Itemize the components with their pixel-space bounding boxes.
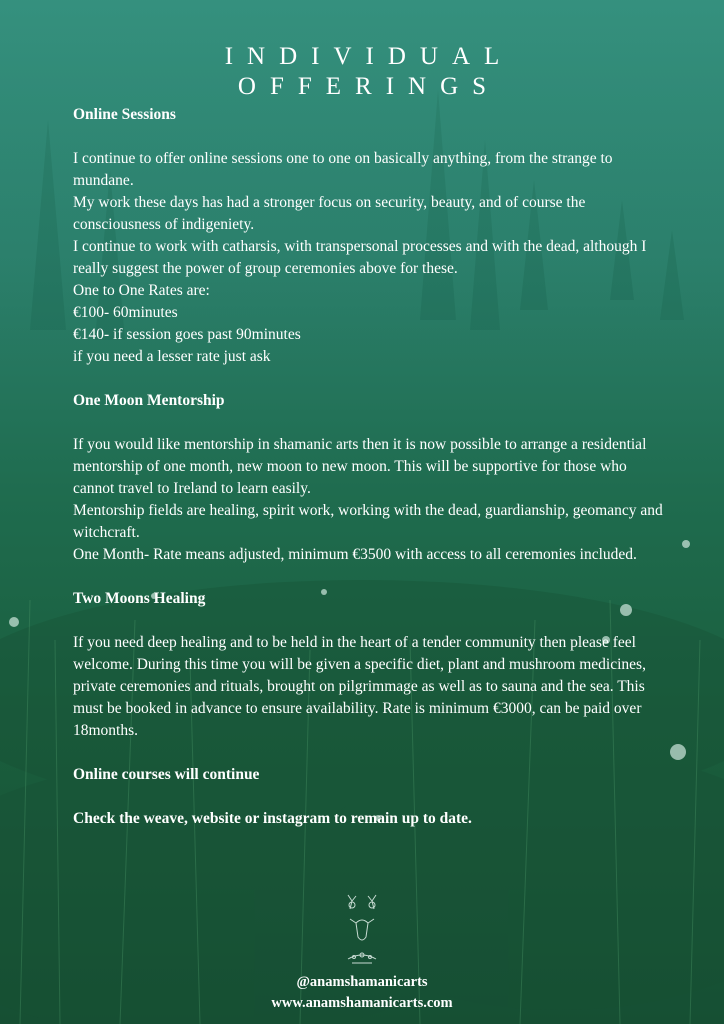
title-line-1: INDIVIDUAL [224,43,514,70]
healing-paragraph: If you need deep healing and to be held in the heart of a tender community then please feel welcome. During this time you will be given a specific diet, plant and mushroom medicines, private ceremonies and rituals, brought on pilgrimmage as well as to sauna and the sea. This must be booked in advance to ensure availability. Rate is minimum €3000, can be paid over 18months. [73,634,646,739]
rate-lesser: if you need a lesser rate just ask [73,348,271,365]
mentorship-paragraph-2: Mentorship fields are healing, spirit work, working with the dead, guardianship, geomancy and witchcraft. [73,502,663,541]
website-link[interactable]: www.anamshamanicarts.com [271,995,453,1011]
offerings-content [73,104,663,830]
online-paragraph-1: I continue to offer online sessions one to one on basically anything, from the strange to mundane. [73,150,613,189]
instagram-handle[interactable]: @anamshamanicarts [296,974,428,990]
deer-emblem-icon [322,893,402,973]
title-line-2: OFFERINGS [237,73,501,100]
online-paragraph-3: I continue to work with catharsis, with transpersonal processes and with the dead, although I really suggest the power of group ceremonies above for these. [73,238,647,277]
stay-updated-note: Check the weave, website or instagram to remain up to date. [73,810,472,827]
online-paragraph-2: My work these days has had a stronger focus on security, beauty, and of course the consciousness of indigeniety. [73,194,586,233]
online-courses-note: Online courses will continue [73,766,260,783]
rate-90-minutes: €140- if session goes past 90minutes [73,326,301,343]
rates-label: One to One Rates are: [73,282,210,299]
section-heading-online-sessions: Online Sessions [73,106,176,123]
section-heading-healing: Two Moons Healing [73,590,206,607]
rate-60-minutes: €100- 60minutes [73,304,178,321]
mentorship-paragraph-3: One Month- Rate means adjusted, minimum €3500 with access to all ceremonies included. [73,546,637,563]
section-heading-mentorship: One Moon Mentorship [73,392,225,409]
footer [0,972,724,1014]
mentorship-paragraph-1: If you would like mentorship in shamanic arts then it is now possible to arrange a residential mentorship of one month, new moon to new moon. This will be supportive for those who cannot travel to Ireland to learn easily. [73,436,647,497]
page-title [0,42,724,102]
